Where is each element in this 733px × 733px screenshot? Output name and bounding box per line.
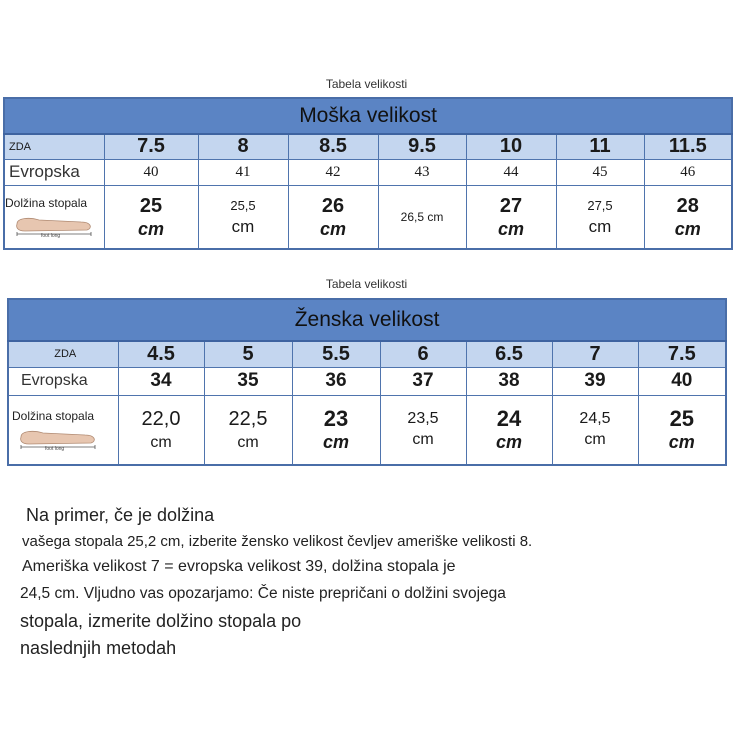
men-length-row (4, 185, 732, 249)
length-cell: 25 cm (638, 395, 726, 465)
us-size: 6 (380, 341, 466, 367)
length-cell: 23 cm (292, 395, 380, 465)
length-cell: 22,5 cm (204, 395, 292, 465)
women-caption: Tabela velikosti (325, 277, 408, 291)
eu-size: 37 (380, 367, 466, 395)
eu-size: 34 (118, 367, 204, 395)
us-label: ZDA (8, 341, 118, 367)
us-size: 11 (556, 134, 644, 159)
eu-size: 38 (466, 367, 552, 395)
men-size-table (3, 97, 733, 250)
eu-label: Evropska (4, 159, 104, 185)
women-us-row (8, 341, 726, 367)
length-cell: 23,5 cm (380, 395, 466, 465)
note-line: Na primer, če je dolžina (26, 505, 215, 525)
length-cell: 24,5 cm (552, 395, 638, 465)
eu-size: 40 (638, 367, 726, 395)
note-line: naslednjih metodah (20, 638, 177, 658)
us-size: 8 (198, 134, 288, 159)
men-caption: Tabela velikosti (325, 77, 408, 91)
length-cell: 27 cm (466, 185, 556, 249)
us-size: 4.5 (118, 341, 204, 367)
women-table-title: Ženska velikost (8, 299, 726, 341)
eu-size: 41 (198, 159, 288, 185)
men-us-row (4, 134, 732, 159)
eu-size: 39 (552, 367, 638, 395)
us-label: ZDA (4, 134, 104, 159)
eu-size: 40 (104, 159, 198, 185)
eu-label: Evropska (8, 367, 118, 395)
us-size: 10 (466, 134, 556, 159)
us-size: 6.5 (466, 341, 552, 367)
length-cell: 25 cm (104, 185, 198, 249)
men-eu-row (4, 159, 732, 185)
us-size: 5.5 (292, 341, 380, 367)
foot-measure-icon (15, 427, 101, 451)
us-size: 11.5 (644, 134, 732, 159)
length-label: Dolžina stopala (12, 408, 95, 423)
length-cell: 25,5 cm (198, 185, 288, 249)
eu-size: 44 (466, 159, 556, 185)
foot-diagram-label: foot long (41, 232, 61, 238)
length-cell: 27,5 cm (556, 185, 644, 249)
eu-size: 42 (288, 159, 378, 185)
eu-size: 36 (292, 367, 380, 395)
men-table-title: Moška velikost (4, 98, 732, 134)
foot-measure-icon (11, 214, 97, 238)
length-cell: 24 cm (466, 395, 552, 465)
length-cell: 22,0 cm (118, 395, 204, 465)
length-label-cell (4, 185, 104, 249)
length-cell: 28 cm (644, 185, 732, 249)
us-size: 7.5 (638, 341, 726, 367)
note-line: stopala, izmerite dolžino stopala po (20, 611, 302, 631)
length-cell: 26,5 cm (378, 185, 466, 249)
us-size: 7.5 (104, 134, 198, 159)
eu-size: 46 (644, 159, 732, 185)
eu-size: 45 (556, 159, 644, 185)
note-line: Ameriška velikost 7 = evropska velikost 39, dolžina stopala je (22, 558, 456, 575)
women-length-row (8, 395, 726, 465)
us-size: 9.5 (378, 134, 466, 159)
us-size: 7 (552, 341, 638, 367)
women-eu-row (8, 367, 726, 395)
eu-size: 43 (378, 159, 466, 185)
length-cell: 26 cm (288, 185, 378, 249)
foot-diagram-label: foot long (45, 445, 65, 451)
eu-size: 35 (204, 367, 292, 395)
women-size-table (7, 298, 727, 466)
note-line: vašega stopala 25,2 cm, izberite žensko velikost čevljev ameriške velikosti 8. (22, 533, 533, 550)
us-size: 5 (204, 341, 292, 367)
note-line: 24,5 cm. Vljudno vas opozarjamo: Če niste prepričani o dolžini svojega (20, 585, 506, 602)
us-size: 8.5 (288, 134, 378, 159)
length-label-cell (8, 395, 118, 465)
length-label: Dolžina stopala (5, 195, 88, 210)
